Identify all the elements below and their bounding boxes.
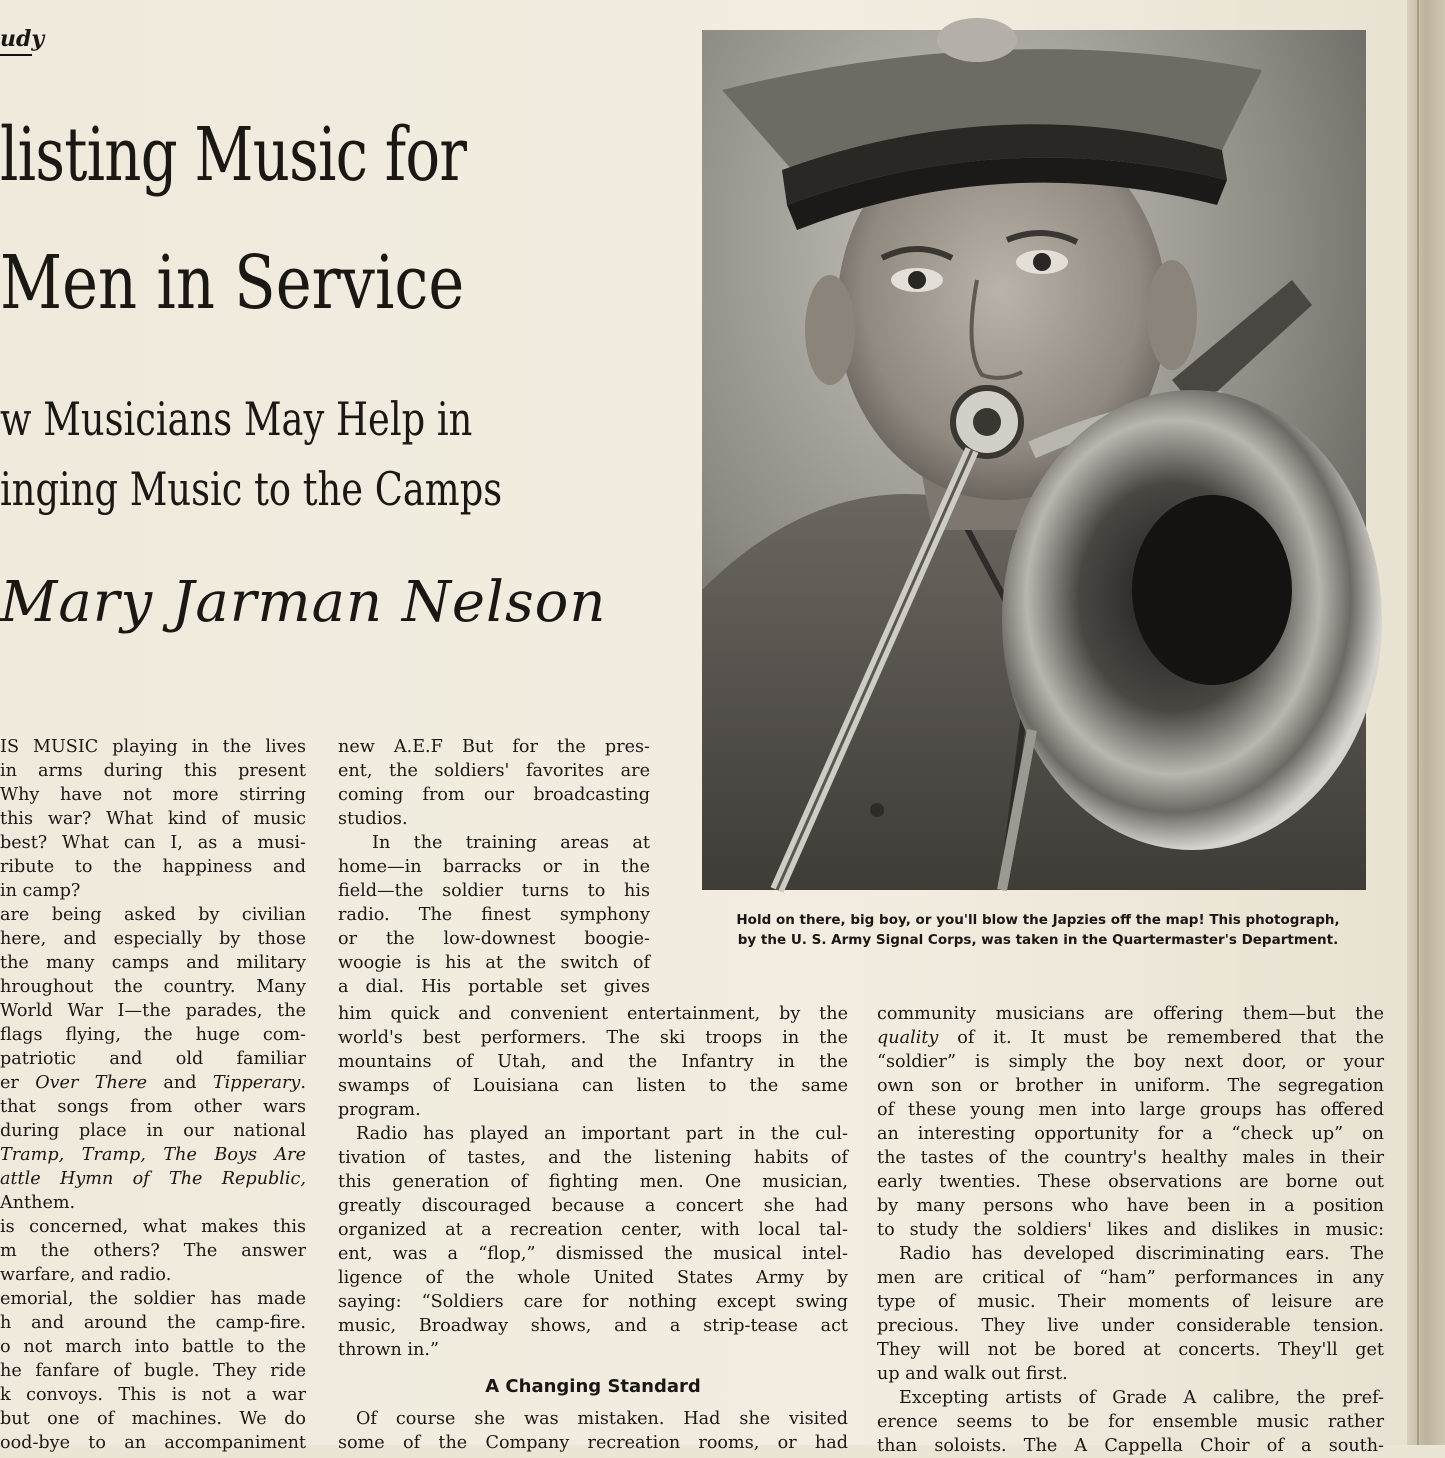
column3-line: precious. They live under considerable tension. [877,1316,1384,1336]
column1-line: ribute to the happiness and [0,857,306,877]
column1-line: Why have not more stirring [0,785,306,805]
column3-line: the tastes of the country's healthy males in their [877,1148,1384,1168]
column2-line: ligence of the whole United States Army by [338,1268,848,1288]
column1-line: he fanfare of bugle. They ride [0,1361,306,1381]
column3-line: community musicians are offering them—but the [877,1004,1384,1024]
column2-line: Radio has played an important part in the cul- [356,1124,848,1144]
column1-line: k convoys. This is not a war [0,1385,306,1405]
column1-line: flags flying, the huge com- [0,1025,306,1045]
column1-line: during place in our national [0,1121,306,1141]
article-column-2-bottom [338,1002,848,1362]
column2-line: woogie is his at the switch of [338,953,650,973]
column1-line: in arms during this present [0,761,306,781]
column2-line: studios. [338,809,408,829]
column1-line: emorial, the soldier has made [0,1289,306,1309]
column2-line: world's best performers. The ski troops in the [338,1028,848,1048]
column2-line: mountains of Utah, and the Infantry in the [338,1052,848,1072]
column1-line: in camp? [0,881,81,901]
column3-line: type of music. Their moments of leisure are [877,1292,1384,1312]
section-heading: A Changing Standard [485,1376,701,1397]
column1-line: but one of machines. We do [0,1409,306,1429]
column3-line: than soloists. The A Cappella Choir of a south- [877,1436,1384,1456]
column1-line: here, and especially by those [0,929,306,949]
column2-line: ent, the soldiers' favorites are [338,761,650,781]
column1-line: hroughout the country. Many [0,977,306,997]
column3-line: of these young men into large groups has offered [877,1100,1384,1120]
column2-line: organized at a recreation center, with local tal- [338,1220,848,1240]
column3-line: by many persons who have been in a position [877,1196,1384,1216]
photo-illustration [702,30,1366,890]
column1-line: ood-bye to an accompaniment [0,1433,306,1453]
column3-line: men are critical of “ham” performances in any [877,1268,1384,1288]
column1-line: this war? What kind of music [0,809,306,829]
column2-line: home—in barracks or in the [338,857,650,877]
article-column-2-top [338,735,650,999]
page-gutter [1407,0,1445,1445]
column1-line: is concerned, what makes this [0,1217,306,1237]
column1-line: o not march into battle to the [0,1337,306,1357]
column2-line: new A.E.F But for the pres- [338,737,650,757]
subtitle-line-1: w Musicians May Help in [0,392,473,446]
column3-line: up and walk out first. [877,1364,1068,1384]
article-column-3 [877,1002,1384,1458]
column3-line: to study the soldiers' likes and dislikes in music: [877,1220,1384,1240]
column3-line: Radio has developed discriminating ears. The [899,1244,1384,1264]
column3-line: quality of it. It must be remembered that the [877,1028,1384,1048]
article-column-1 [0,735,306,1455]
column3-line: erence seems to be for ensemble music rather [877,1412,1384,1432]
column3-line: early twenties. These observations are borne out [877,1172,1384,1192]
column2-line: this generation of fighting men. One musician, [338,1172,848,1192]
photo-caption [702,910,1374,950]
title-line-2: Men in Service [0,240,465,326]
column1-line: the many camps and military [0,953,306,973]
column1-line: h and around the camp-fire. [0,1313,306,1333]
column2-line: him quick and convenient entertainment, by the [338,1004,848,1024]
caption-line-1: Hold on there, big boy, or you'll blow the Japzies off the map! This photograph, [736,912,1340,928]
column3-line: an interesting opportunity for a “check up” on [877,1124,1384,1144]
soldier-trombone-photo [702,30,1366,890]
column2-line: a dial. His portable set gives [338,977,650,997]
column1-line: IS MUSIC playing in the lives [0,737,306,757]
byline: Mary Jarman Nelson [0,570,607,635]
column1-line: patriotic and old familiar [0,1049,306,1069]
column3-line: “soldier” is simply the boy next door, or your [877,1052,1384,1072]
article-column-2-end [338,1407,848,1455]
column1-line: are being asked by civilian [0,905,306,925]
column3-line: own son or brother in uniform. The segregation [877,1076,1384,1096]
column2-line: In the training areas at [372,833,650,853]
column1-line: m the others? The answer [0,1241,306,1261]
column3-line: They will not be bored at concerts. They'll get [877,1340,1384,1360]
column1-line: er Over There and Tipperary. [0,1073,306,1093]
column1-line: best? What can I, as a musi- [0,833,306,853]
subtitle-line-2: inging Music to the Camps [0,462,503,516]
column2-line: ent, was a “flop,” dismissed the musical intel- [338,1244,848,1264]
column2-line: Of course she was mistaken. Had she visited [356,1409,848,1429]
column2-line: some of the Company recreation rooms, or had [338,1433,848,1453]
running-head: udy [0,26,32,56]
caption-line-2: by the U. S. Army Signal Corps, was taken in the Quartermaster's Department. [737,932,1339,948]
column1-line: attle Hymn of The Republic, [0,1169,306,1189]
column2-line: thrown in.” [338,1340,439,1360]
column2-line: swamps of Louisiana can listen to the same [338,1076,848,1096]
column2-line: saying: “Soldiers care for nothing except swing [338,1292,848,1312]
column2-line: music, Broadway shows, and a strip-tease act [338,1316,848,1336]
column2-line: tivation of tastes, and the listening habits of [338,1148,848,1168]
column1-line: World War I—the parades, the [0,1001,306,1021]
column3-line: Excepting artists of Grade A calibre, the pref- [899,1388,1384,1408]
column1-line: Anthem. [0,1193,76,1213]
column2-line: or the low-downest boogie- [338,929,650,949]
title-line-1: listing Music for [0,112,467,198]
column2-line: coming from our broadcasting [338,785,650,805]
column1-line: Tramp, Tramp, The Boys Are [0,1145,306,1165]
column2-line: program. [338,1100,421,1120]
column2-line: greatly discouraged because a concert she had [338,1196,848,1216]
column1-line: warfare, and radio. [0,1265,172,1285]
column2-line: radio. The finest symphony [338,905,650,925]
column1-line: that songs from other wars [0,1097,306,1117]
column2-line: field—the soldier turns to his [338,881,650,901]
